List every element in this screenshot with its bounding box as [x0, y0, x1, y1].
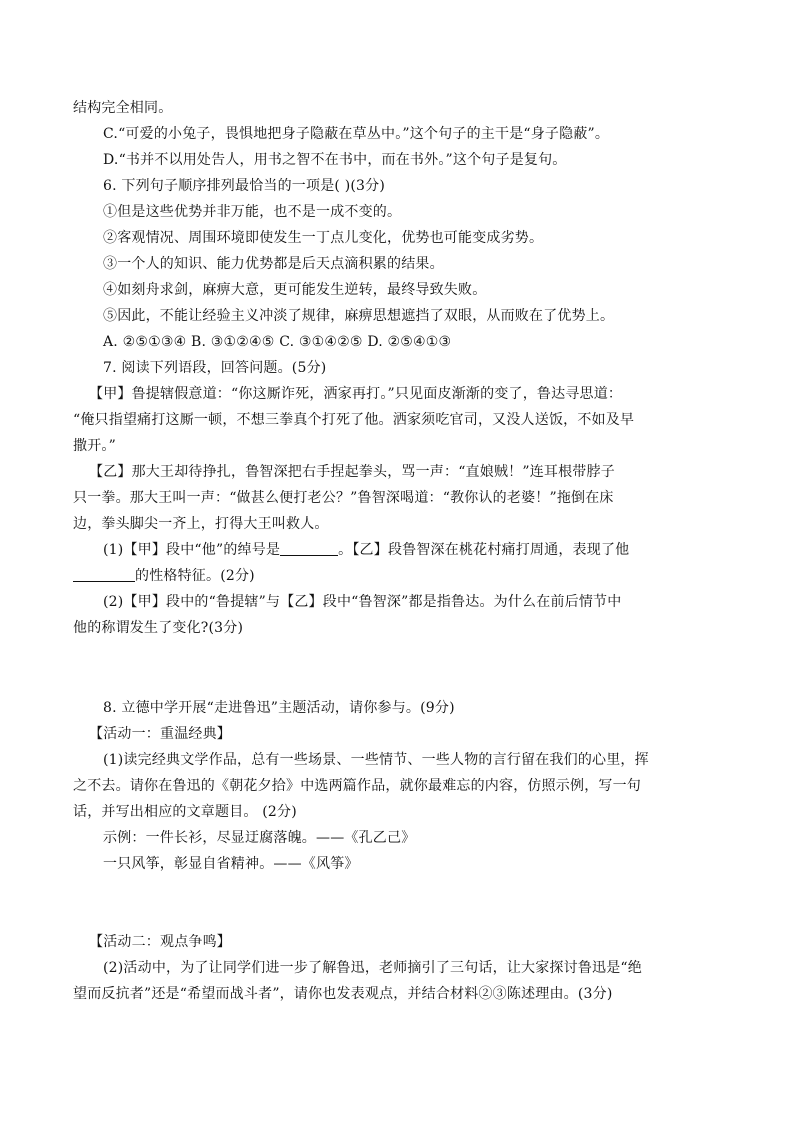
- activity-1-task-line: 之不去。请你在鲁迅的《朝花夕拾》中选两篇作品，就你最难忘的内容，仿照示例，写一句: [73, 778, 641, 794]
- activity-2-task-line: 望而反抗者”还是“希望而战斗者”，请你也发表观点，并结合材料②③陈述理由。(3分): [73, 986, 613, 1002]
- question-8: 8. 立德中学开展“走进鲁迅”主题活动，请你参与。(9分): [103, 700, 455, 716]
- passage-yi-line: 只一拳。那大王叫一声：“做甚么便打老公？”鲁智深喝道：“教你认的老婆！”拖倒在床: [73, 490, 614, 506]
- option-d: D.“书并不以用处告人，用书之智不在书中，而在书外。”这个句子是复句。: [103, 152, 567, 168]
- sentence-5: ⑤因此，不能让经验主义冲淡了规律，麻痹思想遮挡了双眼，从而败在了优势上。: [103, 308, 615, 324]
- example-line: 示例：一件长衫，尽显迂腐落魄。——《孔乙己》: [103, 830, 416, 846]
- activity-1-task-line: 话，并写出相应的文章题目。 (2分): [73, 804, 297, 820]
- subquestion-1-text: (1)【甲】段中“他”的绰号是: [103, 542, 281, 558]
- sentence-1: ①但是这些优势并非万能，也不是一成不变的。: [103, 204, 402, 220]
- question-7: 7. 阅读下列语段，回答问题。(5分): [103, 360, 327, 376]
- subquestion-1-text-cont: 。【乙】段鲁智深在桃花村痛打周通，表现了他: [338, 542, 630, 558]
- activity-1-heading: 【活动一：重温经典】: [89, 726, 231, 742]
- example-line: 一只风筝，彰显自省精神。——《风筝》: [103, 856, 359, 872]
- subquestion-2-line: 他的称谓发生了变化?(3分): [73, 620, 244, 636]
- passage-yi-line: 边，拳头脚尖一齐上，打得大王叫救人。: [73, 516, 329, 532]
- option-c: C.“可爱的小兔子，畏惧地把身子隐蔽在草丛中。”这个句子的主干是“身子隐蔽”。: [103, 126, 610, 142]
- text-line: 结构完全相同。: [73, 100, 173, 116]
- passage-yi: 【乙】那大王却待挣扎，鲁智深把右手捏起拳头，骂一声：“直娘贼！”连耳根带脖子: [89, 464, 615, 480]
- activity-2-heading: 【活动二：观点争鸣】: [89, 934, 231, 950]
- passage-jia: 【甲】鲁提辖假意道：“你这厮诈死，洒家再打。”只见面皮渐渐的变了，鲁达寻思道：: [89, 386, 623, 402]
- sentence-3: ③一个人的知识、能力优势都是后天点滴积累的结果。: [103, 256, 444, 272]
- subquestion-1-line2: [73, 566, 723, 586]
- subquestion-1: [103, 540, 723, 560]
- sentence-4: ④如刻舟求剑，麻痹大意，更可能发生逆转，最终导致失败。: [103, 282, 487, 298]
- sentence-2: ②客观情况、周围环境即使发生一丁点儿变化，优势也可能变成劣势。: [103, 230, 544, 246]
- answer-blank[interactable]: [280, 541, 338, 556]
- answer-blank[interactable]: [73, 567, 135, 582]
- subquestion-2: (2)【甲】段中的“鲁提辖”与【乙】段中“鲁智深”都是指鲁达。为什么在前后情节中: [103, 594, 622, 610]
- subquestion-1-end: 的性格特征。(2分): [135, 568, 255, 584]
- activity-1-task: (1)读完经典文学作品，总有一些场景、一些情节、一些人物的言行留在我们的心里，挥: [103, 752, 649, 768]
- question-6: 6. 下列句子顺序排列最恰当的一项是( )(3分): [103, 178, 386, 194]
- activity-2-task: (2)活动中，为了让同学们进一步了解鲁迅，老师摘引了三句话，让大家探讨鲁迅是“绝: [103, 960, 642, 976]
- passage-jia-line: 撒开。”: [73, 438, 116, 454]
- answer-options: A. ②⑤①③④ B. ③①②④⑤ C. ③①④②⑤ D. ②⑤④①③: [103, 334, 452, 350]
- passage-jia-line: “俺只指望痛打这厮一顿，不想三拳真个打死了他。洒家须吃官司，又没人送饭，不如及早: [73, 412, 635, 428]
